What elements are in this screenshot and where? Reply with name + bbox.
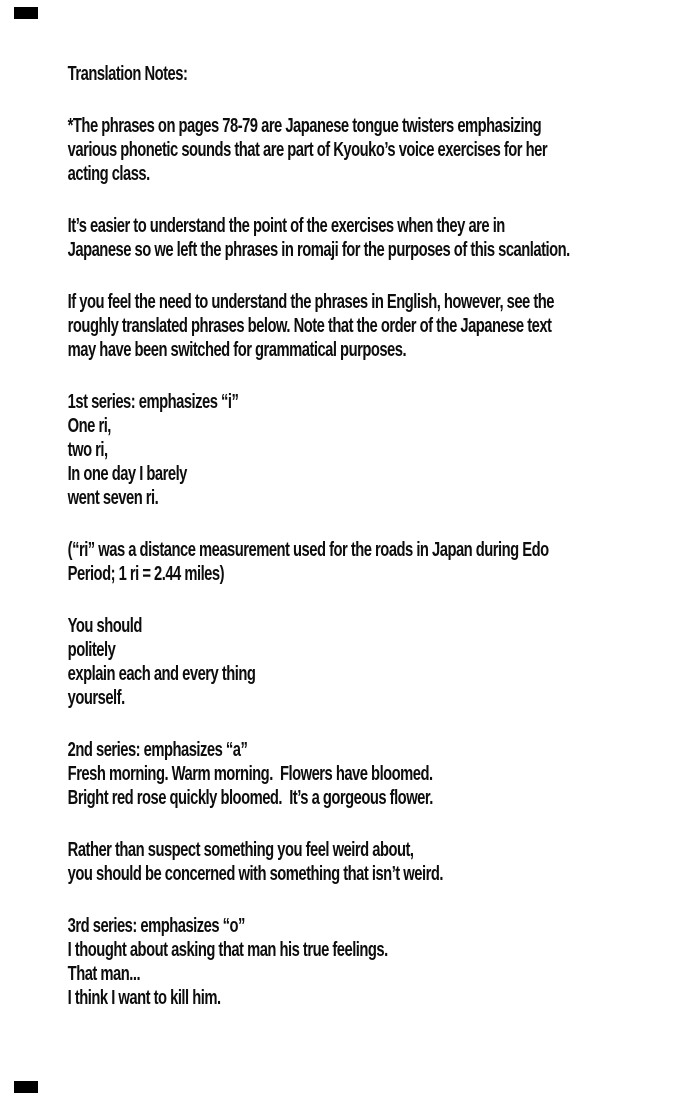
text-line: If you feel the need to understand the phrases in English, however, see the [67, 290, 554, 313]
series-1 [68, 390, 690, 510]
text-line: Fresh morning. Warm morning. Flowers have bloomed. [67, 762, 433, 785]
text-line: *The phrases on pages 78-79 are Japanese tongue twisters emphasizing [67, 114, 542, 137]
series-1-second-phrase [68, 614, 690, 710]
text-line: That man... [67, 962, 141, 985]
series-2-second-phrase [68, 838, 690, 886]
text-line: may have been switched for grammatical purposes. [67, 338, 407, 361]
text-line: politely [67, 638, 116, 661]
text-line: various phonetic sounds that are part of Kyouko’s voice exercises for her [67, 138, 548, 161]
note-romaji [68, 214, 690, 262]
text-line: you should be concerned with something that isn’t weird. [67, 862, 443, 885]
text-line: One ri, [67, 414, 111, 437]
text-line: Japanese so we left the phrases in romaji for the purposes of this scanlation. [67, 238, 570, 261]
text-line: roughly translated phrases below. Note that the order of the Japanese text [67, 314, 552, 337]
text-line: Translation Notes: [67, 62, 188, 85]
text-line: 1st series: emphasizes “i” [67, 390, 239, 413]
text-line: (“ri” was a distance measurement used for the roads in Japan during Edo [67, 538, 549, 561]
ri-definition-note [68, 538, 690, 586]
text-line: 2nd series: emphasizes “a” [67, 738, 248, 761]
text-line: 3rd series: emphasizes “o” [67, 914, 245, 937]
document-title [68, 62, 690, 86]
text-line: Rather than suspect something you feel weird about, [67, 838, 414, 861]
text-line: acting class. [67, 162, 150, 185]
text-line: In one day I barely [67, 462, 187, 485]
document-text [68, 62, 690, 1010]
text-line: It’s easier to understand the point of the exercises when they are in [67, 214, 505, 237]
text-line: explain each and every thing [67, 662, 256, 685]
note-tongue-twisters [68, 114, 690, 186]
text-line: Period; 1 ri = 2.44 miles) [67, 562, 224, 585]
text-line: Bright red rose quickly bloomed. It’s a gorgeous flower. [67, 786, 433, 809]
note-english-translation [68, 290, 690, 362]
series-3 [68, 914, 690, 1010]
text-line: You should [67, 614, 142, 637]
scan-mark-bottom-left [14, 1081, 38, 1093]
series-2 [68, 738, 690, 810]
text-line: two ri, [67, 438, 108, 461]
scan-mark-top-left [14, 7, 38, 19]
text-line: went seven ri. [67, 486, 159, 509]
text-line: yourself. [67, 686, 125, 709]
text-line: I thought about asking that man his true feelings. [67, 938, 388, 961]
translation-notes-page [0, 62, 690, 1038]
text-line: I think I want to kill him. [67, 986, 221, 1009]
